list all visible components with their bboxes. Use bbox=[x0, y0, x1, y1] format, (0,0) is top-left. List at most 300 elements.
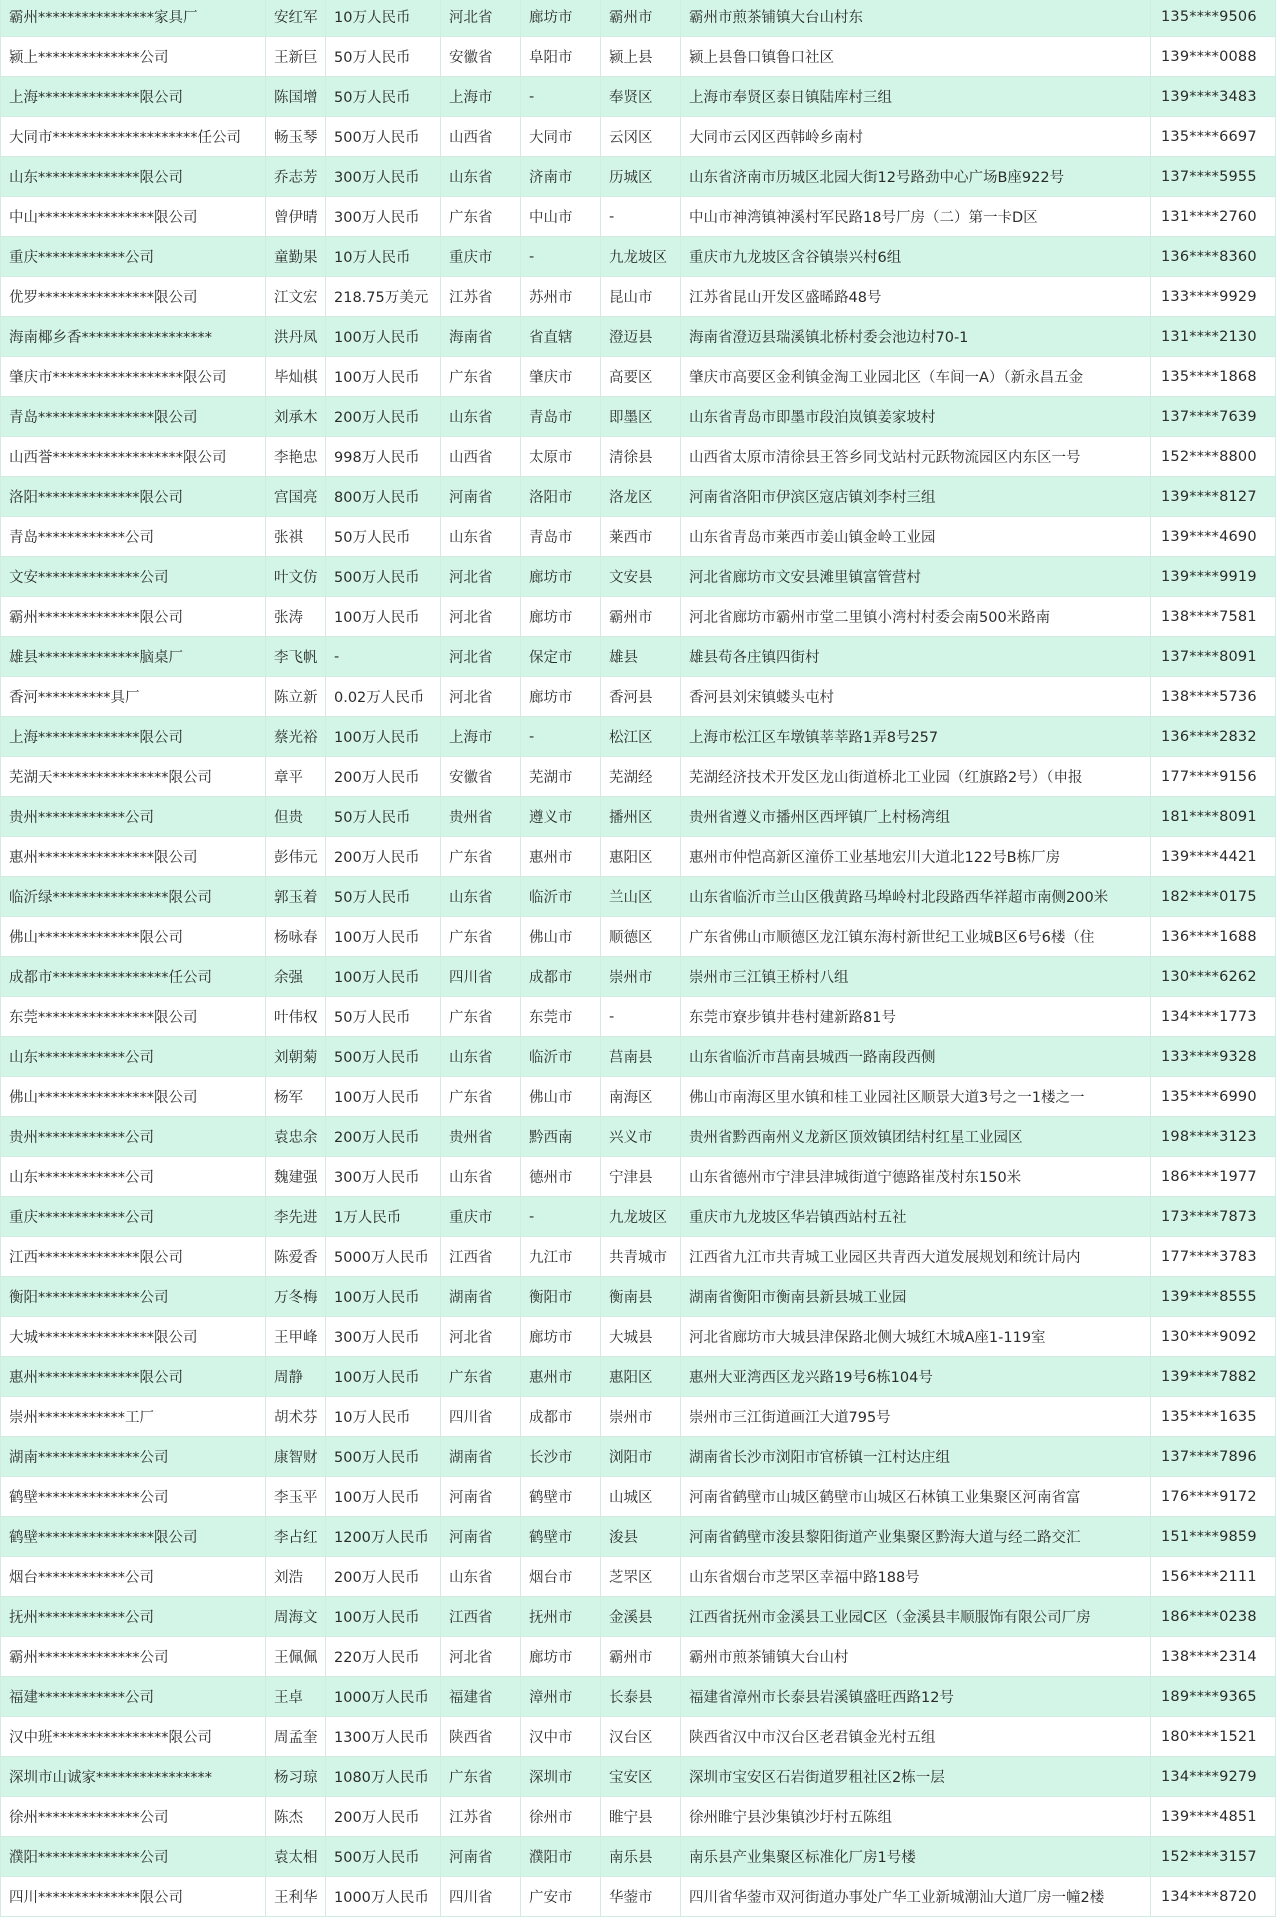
phone-cell: 137****8091 bbox=[1151, 637, 1276, 677]
province-cell: 四川省 bbox=[441, 957, 521, 997]
city-cell: 成都市 bbox=[521, 957, 601, 997]
registered-capital-cell: 100万人民币 bbox=[326, 717, 441, 757]
province-cell: 山东省 bbox=[441, 157, 521, 197]
city-cell: 济南市 bbox=[521, 157, 601, 197]
address-cell: 贵州省遵义市播州区西坪镇厂上村杨湾组 bbox=[681, 797, 1151, 837]
legal-person-cell: 宫国亮 bbox=[266, 477, 326, 517]
address-cell: 肇庆市高要区金利镇金淘工业园北区（车间一A）（新永昌五金 bbox=[681, 357, 1151, 397]
legal-person-cell: 江文宏 bbox=[266, 277, 326, 317]
table-row bbox=[1, 1277, 1276, 1317]
table-row bbox=[1, 477, 1276, 517]
company-name-cell: 上海**************限公司 bbox=[1, 717, 266, 757]
province-cell: 广东省 bbox=[441, 917, 521, 957]
district-cell: - bbox=[601, 997, 681, 1037]
address-cell: 江西省抚州市金溪县工业园C区（金溪县丰顺服饰有限公司厂房 bbox=[681, 1597, 1151, 1637]
phone-cell: 176****9172 bbox=[1151, 1477, 1276, 1517]
province-cell: 湖南省 bbox=[441, 1277, 521, 1317]
address-cell: 山东省临沂市兰山区俄黄路马埠岭村北段路西华祥超市南侧200米 bbox=[681, 877, 1151, 917]
phone-cell: 186****1977 bbox=[1151, 1157, 1276, 1197]
address-cell: 河南省洛阳市伊滨区寇店镇刘李村三组 bbox=[681, 477, 1151, 517]
district-cell: 九龙坡区 bbox=[601, 1197, 681, 1237]
district-cell: 南乐县 bbox=[601, 1837, 681, 1877]
registered-capital-cell: 5000万人民币 bbox=[326, 1237, 441, 1277]
province-cell: 陕西省 bbox=[441, 1717, 521, 1757]
legal-person-cell: 乔志芳 bbox=[266, 157, 326, 197]
registered-capital-cell: 100万人民币 bbox=[326, 1277, 441, 1317]
address-cell: 徐州睢宁县沙集镇沙圩村五陈组 bbox=[681, 1797, 1151, 1837]
registered-capital-cell: 200万人民币 bbox=[326, 837, 441, 877]
city-cell: 惠州市 bbox=[521, 837, 601, 877]
phone-cell: 198****3123 bbox=[1151, 1117, 1276, 1157]
company-name-cell: 山东************公司 bbox=[1, 1037, 266, 1077]
province-cell: 四川省 bbox=[441, 1877, 521, 1917]
company-name-cell: 中山****************限公司 bbox=[1, 197, 266, 237]
legal-person-cell: 杨咏春 bbox=[266, 917, 326, 957]
phone-cell: 139****9919 bbox=[1151, 557, 1276, 597]
district-cell: 兰山区 bbox=[601, 877, 681, 917]
table-row bbox=[1, 1517, 1276, 1557]
registered-capital-cell: 200万人民币 bbox=[326, 397, 441, 437]
district-cell: 文安县 bbox=[601, 557, 681, 597]
table-row bbox=[1, 1357, 1276, 1397]
table-row bbox=[1, 357, 1276, 397]
address-cell: 河南省鹤壁市浚县黎阳街道产业集聚区黔海大道与经二路交汇 bbox=[681, 1517, 1151, 1557]
province-cell: 山东省 bbox=[441, 1557, 521, 1597]
company-name-cell: 霸州**************公司 bbox=[1, 1637, 266, 1677]
table-row bbox=[1, 1557, 1276, 1597]
company-name-cell: 深圳市山诚家**************** bbox=[1, 1757, 266, 1797]
table-row bbox=[1, 877, 1276, 917]
district-cell: 清徐县 bbox=[601, 437, 681, 477]
city-cell: 惠州市 bbox=[521, 1357, 601, 1397]
legal-person-cell: 王利华 bbox=[266, 1877, 326, 1917]
city-cell: 濮阳市 bbox=[521, 1837, 601, 1877]
district-cell: 衡南县 bbox=[601, 1277, 681, 1317]
legal-person-cell: 章平 bbox=[266, 757, 326, 797]
district-cell: 颍上县 bbox=[601, 37, 681, 77]
province-cell: 重庆市 bbox=[441, 1197, 521, 1237]
phone-cell: 138****2314 bbox=[1151, 1637, 1276, 1677]
registered-capital-cell: 100万人民币 bbox=[326, 317, 441, 357]
district-cell: 山城区 bbox=[601, 1477, 681, 1517]
phone-cell: 139****4421 bbox=[1151, 837, 1276, 877]
district-cell: - bbox=[601, 197, 681, 237]
phone-cell: 130****6262 bbox=[1151, 957, 1276, 997]
address-cell: 海南省澄迈县瑞溪镇北桥村委会池边村70-1 bbox=[681, 317, 1151, 357]
phone-cell: 139****8555 bbox=[1151, 1277, 1276, 1317]
address-cell: 佛山市南海区里水镇和桂工业园社区顺景大道3号之一1楼之一 bbox=[681, 1077, 1151, 1117]
district-cell: 宁津县 bbox=[601, 1157, 681, 1197]
table-row bbox=[1, 1397, 1276, 1437]
phone-cell: 182****0175 bbox=[1151, 877, 1276, 917]
company-name-cell: 山西誉******************限公司 bbox=[1, 437, 266, 477]
city-cell: 洛阳市 bbox=[521, 477, 601, 517]
address-cell: 霸州市煎茶铺镇大台山村东 bbox=[681, 0, 1151, 37]
registered-capital-cell: 1000万人民币 bbox=[326, 1877, 441, 1917]
address-cell: 江苏省昆山开发区盛晞路48号 bbox=[681, 277, 1151, 317]
address-cell: 大同市云冈区西韩岭乡南村 bbox=[681, 117, 1151, 157]
legal-person-cell: 王卓 bbox=[266, 1677, 326, 1717]
registered-capital-cell: 100万人民币 bbox=[326, 357, 441, 397]
province-cell: 山东省 bbox=[441, 1157, 521, 1197]
province-cell: 广东省 bbox=[441, 1757, 521, 1797]
address-cell: 山东省临沂市莒南县城西一路南段西侧 bbox=[681, 1037, 1151, 1077]
legal-person-cell: 刘承木 bbox=[266, 397, 326, 437]
phone-cell: 131****2130 bbox=[1151, 317, 1276, 357]
phone-cell: 177****9156 bbox=[1151, 757, 1276, 797]
phone-cell: 137****7639 bbox=[1151, 397, 1276, 437]
address-cell: 重庆市九龙坡区含谷镇崇兴村6组 bbox=[681, 237, 1151, 277]
legal-person-cell: 蔡光裕 bbox=[266, 717, 326, 757]
company-name-cell: 上海**************限公司 bbox=[1, 77, 266, 117]
city-cell: 中山市 bbox=[521, 197, 601, 237]
address-cell: 山东省德州市宁津县津城街道宁德路崔茂村东150米 bbox=[681, 1157, 1151, 1197]
table-row bbox=[1, 1877, 1276, 1917]
table-row bbox=[1, 517, 1276, 557]
registered-capital-cell: 200万人民币 bbox=[326, 1797, 441, 1837]
phone-cell: 138****5736 bbox=[1151, 677, 1276, 717]
registered-capital-cell: 100万人民币 bbox=[326, 1357, 441, 1397]
address-cell: 河北省廊坊市霸州市堂二里镇小湾村村委会南500米路南 bbox=[681, 597, 1151, 637]
legal-person-cell: 曾伊晴 bbox=[266, 197, 326, 237]
city-cell: 临沂市 bbox=[521, 877, 601, 917]
city-cell: 保定市 bbox=[521, 637, 601, 677]
registered-capital-cell: 500万人民币 bbox=[326, 1837, 441, 1877]
province-cell: 湖南省 bbox=[441, 1437, 521, 1477]
company-name-cell: 文安**************公司 bbox=[1, 557, 266, 597]
table-row bbox=[1, 1037, 1276, 1077]
legal-person-cell: 王新巨 bbox=[266, 37, 326, 77]
phone-cell: 133****9929 bbox=[1151, 277, 1276, 317]
legal-person-cell: 胡术芬 bbox=[266, 1397, 326, 1437]
table-row bbox=[1, 397, 1276, 437]
city-cell: 广安市 bbox=[521, 1877, 601, 1917]
province-cell: 广东省 bbox=[441, 1077, 521, 1117]
legal-person-cell: 杨军 bbox=[266, 1077, 326, 1117]
registered-capital-cell: 100万人民币 bbox=[326, 917, 441, 957]
phone-cell: 177****3783 bbox=[1151, 1237, 1276, 1277]
registered-capital-cell: 218.75万美元 bbox=[326, 277, 441, 317]
phone-cell: 151****9859 bbox=[1151, 1517, 1276, 1557]
city-cell: 廊坊市 bbox=[521, 557, 601, 597]
registered-capital-cell: 220万人民币 bbox=[326, 1637, 441, 1677]
registered-capital-cell: 500万人民币 bbox=[326, 117, 441, 157]
company-name-cell: 霸州**************限公司 bbox=[1, 597, 266, 637]
district-cell: 汉台区 bbox=[601, 1717, 681, 1757]
legal-person-cell: 万冬梅 bbox=[266, 1277, 326, 1317]
district-cell: 霸州市 bbox=[601, 1637, 681, 1677]
province-cell: 山东省 bbox=[441, 517, 521, 557]
phone-cell: 135****6990 bbox=[1151, 1077, 1276, 1117]
address-cell: 雄县苟各庄镇四街村 bbox=[681, 637, 1151, 677]
table-row bbox=[1, 77, 1276, 117]
city-cell: 九江市 bbox=[521, 1237, 601, 1277]
city-cell: 大同市 bbox=[521, 117, 601, 157]
city-cell: 青岛市 bbox=[521, 397, 601, 437]
registered-capital-cell: 500万人民币 bbox=[326, 557, 441, 597]
district-cell: 金溪县 bbox=[601, 1597, 681, 1637]
district-cell: 芜湖经 bbox=[601, 757, 681, 797]
table-row bbox=[1, 1797, 1276, 1837]
province-cell: 山西省 bbox=[441, 437, 521, 477]
table-row bbox=[1, 917, 1276, 957]
address-cell: 崇州市三江街道画江大道795号 bbox=[681, 1397, 1151, 1437]
district-cell: 顺德区 bbox=[601, 917, 681, 957]
address-cell: 陕西省汉中市汉台区老君镇金光村五组 bbox=[681, 1717, 1151, 1757]
phone-cell: 136****2832 bbox=[1151, 717, 1276, 757]
address-cell: 惠州市仲恺高新区潼侨工业基地宏川大道北122号B栋厂房 bbox=[681, 837, 1151, 877]
district-cell: 共青城市 bbox=[601, 1237, 681, 1277]
address-cell: 中山市神湾镇神溪村军民路18号厂房（二）第一卡D区 bbox=[681, 197, 1151, 237]
table-row bbox=[1, 1437, 1276, 1477]
company-name-cell: 洛阳**************限公司 bbox=[1, 477, 266, 517]
registered-capital-cell: 300万人民币 bbox=[326, 1157, 441, 1197]
table-row bbox=[1, 1837, 1276, 1877]
district-cell: 高要区 bbox=[601, 357, 681, 397]
phone-cell: 136****8360 bbox=[1151, 237, 1276, 277]
company-name-cell: 徐州**************公司 bbox=[1, 1797, 266, 1837]
city-cell: 鹤壁市 bbox=[521, 1477, 601, 1517]
district-cell: 播州区 bbox=[601, 797, 681, 837]
table-row bbox=[1, 557, 1276, 597]
legal-person-cell: 李玉平 bbox=[266, 1477, 326, 1517]
province-cell: 江苏省 bbox=[441, 1797, 521, 1837]
company-name-cell: 山东**************限公司 bbox=[1, 157, 266, 197]
province-cell: 河南省 bbox=[441, 477, 521, 517]
legal-person-cell: 洪丹凤 bbox=[266, 317, 326, 357]
company-name-cell: 香河**********具厂 bbox=[1, 677, 266, 717]
legal-person-cell: 陈爱香 bbox=[266, 1237, 326, 1277]
registered-capital-cell: 50万人民币 bbox=[326, 77, 441, 117]
district-cell: 霸州市 bbox=[601, 0, 681, 37]
address-cell: 重庆市九龙坡区华岩镇西站村五社 bbox=[681, 1197, 1151, 1237]
address-cell: 四川省华蓥市双河街道办事处广华工业新城潮汕大道厂房一幢2楼 bbox=[681, 1877, 1151, 1917]
district-cell: 昆山市 bbox=[601, 277, 681, 317]
district-cell: 奉贤区 bbox=[601, 77, 681, 117]
legal-person-cell: 魏建强 bbox=[266, 1157, 326, 1197]
registered-capital-cell: 1300万人民币 bbox=[326, 1717, 441, 1757]
registered-capital-cell: 500万人民币 bbox=[326, 1437, 441, 1477]
address-cell: 山东省烟台市芝罘区幸福中路188号 bbox=[681, 1557, 1151, 1597]
province-cell: 安徽省 bbox=[441, 757, 521, 797]
city-cell: 德州市 bbox=[521, 1157, 601, 1197]
address-cell: 香河县刘宋镇蝼头屯村 bbox=[681, 677, 1151, 717]
phone-cell: 189****9365 bbox=[1151, 1677, 1276, 1717]
registered-capital-cell: - bbox=[326, 637, 441, 677]
legal-person-cell: 王佩佩 bbox=[266, 1637, 326, 1677]
district-cell: 澄迈县 bbox=[601, 317, 681, 357]
phone-cell: 134****1773 bbox=[1151, 997, 1276, 1037]
table-row bbox=[1, 717, 1276, 757]
registered-capital-cell: 0.02万人民币 bbox=[326, 677, 441, 717]
company-name-cell: 重庆************公司 bbox=[1, 1197, 266, 1237]
phone-cell: 134****9279 bbox=[1151, 1757, 1276, 1797]
table-row bbox=[1, 277, 1276, 317]
company-name-cell: 颍上**************公司 bbox=[1, 37, 266, 77]
registered-capital-cell: 1080万人民币 bbox=[326, 1757, 441, 1797]
province-cell: 江苏省 bbox=[441, 277, 521, 317]
table-row bbox=[1, 1157, 1276, 1197]
district-cell: 华蓥市 bbox=[601, 1877, 681, 1917]
district-cell: 香河县 bbox=[601, 677, 681, 717]
address-cell: 东莞市寮步镇井巷村建新路81号 bbox=[681, 997, 1151, 1037]
phone-cell: 135****9506 bbox=[1151, 0, 1276, 37]
company-name-cell: 大同市********************任公司 bbox=[1, 117, 266, 157]
phone-cell: 152****8800 bbox=[1151, 437, 1276, 477]
company-name-cell: 优罗****************限公司 bbox=[1, 277, 266, 317]
phone-cell: 131****2760 bbox=[1151, 197, 1276, 237]
phone-cell: 135****6697 bbox=[1151, 117, 1276, 157]
city-cell: 衡阳市 bbox=[521, 1277, 601, 1317]
province-cell: 山东省 bbox=[441, 877, 521, 917]
district-cell: 莱西市 bbox=[601, 517, 681, 557]
phone-cell: 156****2111 bbox=[1151, 1557, 1276, 1597]
registered-capital-cell: 300万人民币 bbox=[326, 157, 441, 197]
address-cell: 山东省济南市历城区北园大街12号路劲中心广场B座922号 bbox=[681, 157, 1151, 197]
address-cell: 贵州省黔西南州义龙新区顶效镇团结村红星工业园区 bbox=[681, 1117, 1151, 1157]
district-cell: 惠阳区 bbox=[601, 837, 681, 877]
table-row bbox=[1, 1597, 1276, 1637]
legal-person-cell: 毕灿棋 bbox=[266, 357, 326, 397]
city-cell: 遵义市 bbox=[521, 797, 601, 837]
city-cell: 成都市 bbox=[521, 1397, 601, 1437]
district-cell: 云冈区 bbox=[601, 117, 681, 157]
city-cell: 太原市 bbox=[521, 437, 601, 477]
province-cell: 山西省 bbox=[441, 117, 521, 157]
district-cell: 即墨区 bbox=[601, 397, 681, 437]
registered-capital-cell: 50万人民币 bbox=[326, 517, 441, 557]
city-cell: 芜湖市 bbox=[521, 757, 601, 797]
legal-person-cell: 但贵 bbox=[266, 797, 326, 837]
company-name-cell: 肇庆市******************限公司 bbox=[1, 357, 266, 397]
province-cell: 河南省 bbox=[441, 1837, 521, 1877]
address-cell: 深圳市宝安区石岩街道罗租社区2栋一层 bbox=[681, 1757, 1151, 1797]
city-cell: 廊坊市 bbox=[521, 677, 601, 717]
address-cell: 惠州大亚湾西区龙兴路19号6栋104号 bbox=[681, 1357, 1151, 1397]
table-row bbox=[1, 157, 1276, 197]
table-row bbox=[1, 1477, 1276, 1517]
registered-capital-cell: 100万人民币 bbox=[326, 597, 441, 637]
registered-capital-cell: 1万人民币 bbox=[326, 1197, 441, 1237]
address-cell: 湖南省长沙市浏阳市官桥镇一江村达庄组 bbox=[681, 1437, 1151, 1477]
company-name-cell: 重庆************公司 bbox=[1, 237, 266, 277]
registered-capital-cell: 200万人民币 bbox=[326, 1117, 441, 1157]
company-name-cell: 东莞****************限公司 bbox=[1, 997, 266, 1037]
city-cell: 深圳市 bbox=[521, 1757, 601, 1797]
phone-cell: 139****3483 bbox=[1151, 77, 1276, 117]
table-row bbox=[1, 1677, 1276, 1717]
table-row bbox=[1, 1117, 1276, 1157]
address-cell: 上海市松江区车墩镇莘莘路1弄8号257 bbox=[681, 717, 1151, 757]
city-cell: 长沙市 bbox=[521, 1437, 601, 1477]
city-cell: 汉中市 bbox=[521, 1717, 601, 1757]
province-cell: 山东省 bbox=[441, 397, 521, 437]
registered-capital-cell: 50万人民币 bbox=[326, 797, 441, 837]
phone-cell: 135****1868 bbox=[1151, 357, 1276, 397]
company-name-cell: 山东************公司 bbox=[1, 1157, 266, 1197]
table-row bbox=[1, 677, 1276, 717]
company-name-cell: 芜湖天****************限公司 bbox=[1, 757, 266, 797]
city-cell: - bbox=[521, 1197, 601, 1237]
company-name-cell: 衡阳**************公司 bbox=[1, 1277, 266, 1317]
phone-cell: 135****1635 bbox=[1151, 1397, 1276, 1437]
district-cell: 长泰县 bbox=[601, 1677, 681, 1717]
district-cell: 惠阳区 bbox=[601, 1357, 681, 1397]
legal-person-cell: 童勤果 bbox=[266, 237, 326, 277]
city-cell: 佛山市 bbox=[521, 1077, 601, 1117]
phone-cell: 133****9328 bbox=[1151, 1037, 1276, 1077]
company-name-cell: 烟台************公司 bbox=[1, 1557, 266, 1597]
district-cell: 松江区 bbox=[601, 717, 681, 757]
city-cell: 廊坊市 bbox=[521, 0, 601, 37]
registered-capital-cell: 100万人民币 bbox=[326, 1477, 441, 1517]
province-cell: 江西省 bbox=[441, 1597, 521, 1637]
address-cell: 福建省漳州市长泰县岩溪镇盛旺西路12号 bbox=[681, 1677, 1151, 1717]
legal-person-cell: 陈立新 bbox=[266, 677, 326, 717]
company-name-cell: 四川**************限公司 bbox=[1, 1877, 266, 1917]
company-name-cell: 佛山**************限公司 bbox=[1, 917, 266, 957]
city-cell: 省直辖 bbox=[521, 317, 601, 357]
company-name-cell: 鹤壁**************公司 bbox=[1, 1477, 266, 1517]
registered-capital-cell: 100万人民币 bbox=[326, 1077, 441, 1117]
company-name-cell: 江西**************限公司 bbox=[1, 1237, 266, 1277]
registered-capital-cell: 300万人民币 bbox=[326, 197, 441, 237]
address-cell: 河北省廊坊市文安县滩里镇富管营村 bbox=[681, 557, 1151, 597]
table-row bbox=[1, 1757, 1276, 1797]
company-name-cell: 成都市****************任公司 bbox=[1, 957, 266, 997]
company-name-cell: 大城****************限公司 bbox=[1, 1317, 266, 1357]
city-cell: 漳州市 bbox=[521, 1677, 601, 1717]
company-name-cell: 濮阳**************公司 bbox=[1, 1837, 266, 1877]
company-name-cell: 湖南**************公司 bbox=[1, 1437, 266, 1477]
legal-person-cell: 彭伟元 bbox=[266, 837, 326, 877]
phone-cell: 136****1688 bbox=[1151, 917, 1276, 957]
phone-cell: 139****8127 bbox=[1151, 477, 1276, 517]
table-row bbox=[1, 0, 1276, 37]
address-cell: 山东省青岛市莱西市姜山镇金岭工业园 bbox=[681, 517, 1151, 557]
province-cell: 海南省 bbox=[441, 317, 521, 357]
city-cell: 徐州市 bbox=[521, 1797, 601, 1837]
registered-capital-cell: 50万人民币 bbox=[326, 997, 441, 1037]
company-name-cell: 贵州************公司 bbox=[1, 1117, 266, 1157]
phone-cell: 139****7882 bbox=[1151, 1357, 1276, 1397]
district-cell: 历城区 bbox=[601, 157, 681, 197]
legal-person-cell: 陈国增 bbox=[266, 77, 326, 117]
city-cell: 佛山市 bbox=[521, 917, 601, 957]
table-row bbox=[1, 837, 1276, 877]
province-cell: 广东省 bbox=[441, 837, 521, 877]
district-cell: 浚县 bbox=[601, 1517, 681, 1557]
registered-capital-cell: 1200万人民币 bbox=[326, 1517, 441, 1557]
legal-person-cell: 余强 bbox=[266, 957, 326, 997]
phone-cell: 173****7873 bbox=[1151, 1197, 1276, 1237]
legal-person-cell: 袁太相 bbox=[266, 1837, 326, 1877]
district-cell: 九龙坡区 bbox=[601, 237, 681, 277]
legal-person-cell: 陈杰 bbox=[266, 1797, 326, 1837]
city-cell: - bbox=[521, 77, 601, 117]
table-row bbox=[1, 437, 1276, 477]
province-cell: 四川省 bbox=[441, 1397, 521, 1437]
table-row bbox=[1, 997, 1276, 1037]
phone-cell: 181****8091 bbox=[1151, 797, 1276, 837]
district-cell: 崇州市 bbox=[601, 957, 681, 997]
district-cell: 洛龙区 bbox=[601, 477, 681, 517]
legal-person-cell: 康智财 bbox=[266, 1437, 326, 1477]
company-name-cell: 惠州****************限公司 bbox=[1, 837, 266, 877]
registered-capital-cell: 10万人民币 bbox=[326, 0, 441, 37]
address-cell: 南乐县产业集聚区标准化厂房1号楼 bbox=[681, 1837, 1151, 1877]
table-row bbox=[1, 237, 1276, 277]
